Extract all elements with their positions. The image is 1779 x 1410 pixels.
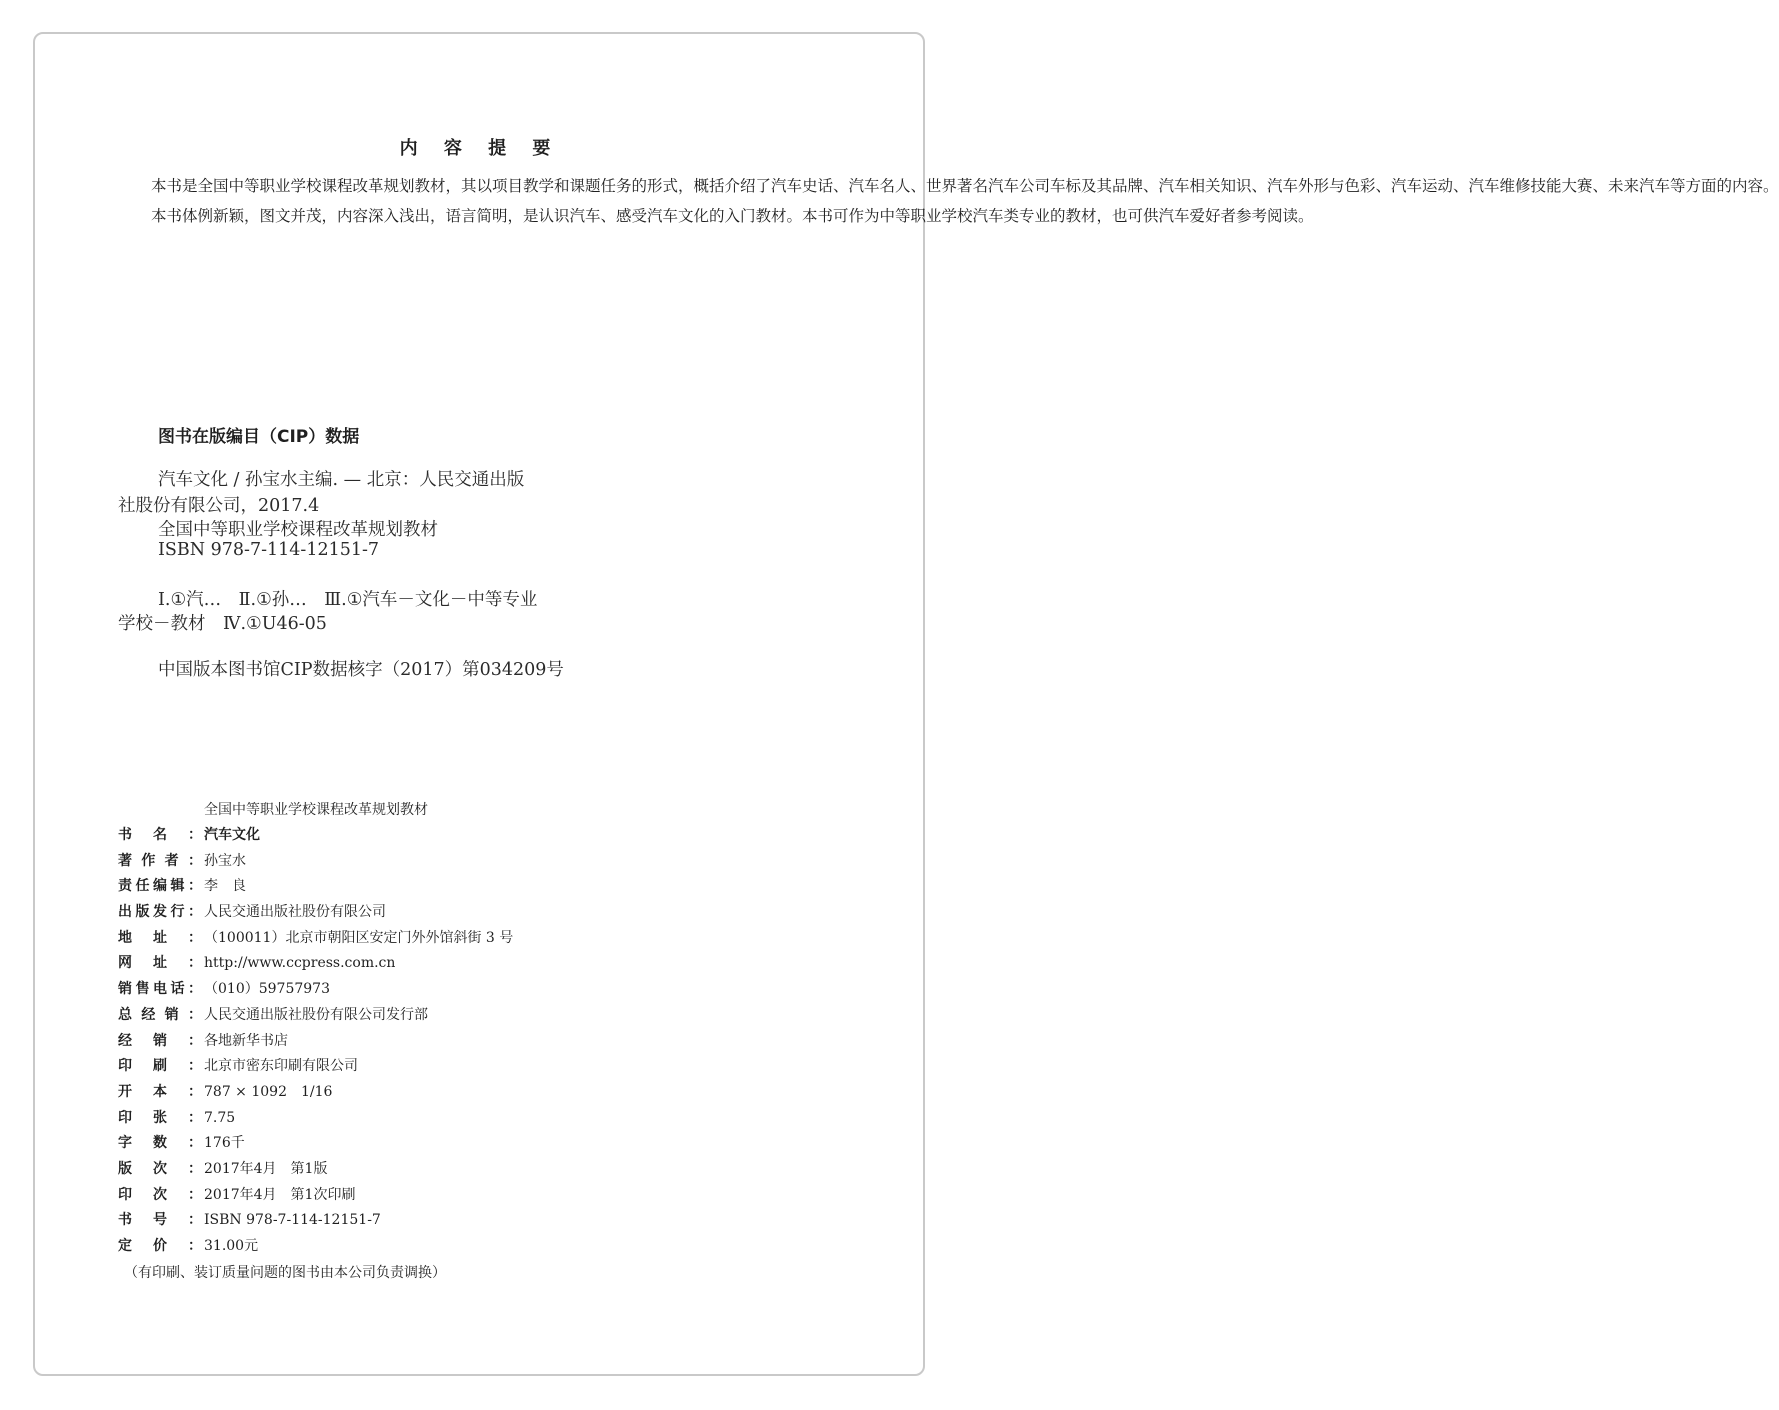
colophon-value: 176千 (204, 1135, 245, 1152)
summary-body (118, 172, 1779, 231)
colophon-label: 网 址 ： (118, 955, 202, 972)
cip-line: 全国中等职业学校课程改革规划教材 (158, 520, 438, 540)
colophon-row (118, 926, 898, 952)
series-name: 全国中等职业学校课程改革规划教材 (204, 802, 428, 818)
colophon-label: 书 号 ： (118, 1212, 202, 1229)
colophon-row (118, 1234, 898, 1260)
colophon-label: 出 版 发 行 ： (118, 904, 202, 921)
cip-line: 汽车文化 / 孙宝水主编. — 北京：人民交通出版 (158, 470, 525, 490)
colophon-row (118, 1080, 898, 1106)
colophon-label: 印 次 ： (118, 1186, 202, 1203)
cip-line: Ⅰ.①汽… Ⅱ.①孙… Ⅲ.①汽车－文化－中等专业 (158, 590, 538, 610)
cip-line: 社股份有限公司，2017.4 (118, 496, 320, 516)
colophon-value: 孙宝水 (204, 852, 246, 869)
summary-heading: 内 容 提 要 (399, 138, 561, 159)
colophon-label: 字 数 ： (118, 1135, 202, 1152)
cip-line: ISBN 978-7-114-12151-7 (158, 540, 380, 560)
colophon-label: 印 张 ： (118, 1109, 202, 1126)
cip-number: 中国版本图书馆CIP数据核字（2017）第034209号 (158, 660, 564, 680)
colophon-label: 定 价 ： (118, 1238, 202, 1254)
colophon-value: 31.00元 (204, 1238, 259, 1254)
colophon-value: 李 良 (204, 878, 246, 895)
colophon-row (118, 1054, 898, 1080)
cip-line: 学校－教材 Ⅳ.①U46-05 (118, 614, 327, 634)
colophon-label: 总 经 销 ： (118, 1006, 202, 1023)
colophon-label: 印 刷 ： (118, 1058, 202, 1075)
colophon-label: 销 售 电 话 ： (118, 981, 202, 998)
colophon-label: 书 名 ： (118, 827, 202, 843)
colophon (118, 797, 898, 1286)
colophon-value: 2017年4月 第1次印刷 (204, 1186, 356, 1203)
colophon-row (118, 1157, 898, 1183)
colophon-value: 人民交通出版社股份有限公司发行部 (204, 1006, 428, 1023)
colophon-row (118, 977, 898, 1003)
cip-title: 图书在版编目（CIP）数据 (158, 427, 360, 447)
colophon-row (118, 1029, 898, 1055)
colophon-value: 人民交通出版社股份有限公司 (204, 904, 386, 921)
colophon-label: 经 销 ： (118, 1032, 202, 1049)
colophon-value: 2017年4月 第1版 (204, 1160, 328, 1177)
colophon-label: 开 本 ： (118, 1083, 202, 1100)
colophon-label: 著 作 者 ： (118, 852, 202, 869)
colophon-row (118, 951, 898, 977)
colophon-value: 汽车文化 (204, 827, 260, 843)
summary-paragraph: 本书体例新颖，图文并茂，内容深入浅出，语言简明，是认识汽车、感受汽车文化的入门教材。本书可作为中等职业学校汽车类专业的教材，也可供汽车爱好者参考阅读。 (151, 206, 1314, 225)
colophon-value: （010）59757973 (204, 981, 330, 998)
colophon-row (118, 1003, 898, 1029)
colophon-value: 7.75 (204, 1109, 236, 1126)
colophon-row (118, 874, 898, 900)
colophon-value: 北京市密东印刷有限公司 (204, 1058, 358, 1075)
colophon-row (118, 1208, 898, 1234)
summary-paragraph: 本书是全国中等职业学校课程改革规划教材，其以项目教学和课题任务的形式，概括介绍了汽车史话、汽车名人、世界著名汽车公司车标及其品牌、汽车相关知识、汽车外形与色彩、汽车运动、汽车维修技能大赛、未来汽车等方面的内容。 (151, 177, 1779, 195)
quality-notice: （有印刷、装订质量问题的图书由本公司负责调换） (124, 1264, 446, 1281)
colophon-row (118, 1106, 898, 1132)
colophon-value: ISBN 978-7-114-12151-7 (204, 1212, 381, 1229)
colophon-row (118, 1131, 898, 1157)
colophon-row (118, 823, 898, 849)
colophon-label: 地 址 ： (118, 929, 202, 946)
colophon-row (118, 900, 898, 926)
colophon-value: 各地新华书店 (204, 1032, 288, 1049)
colophon-row (118, 1183, 898, 1209)
colophon-value: （100011）北京市朝阳区安定门外外馆斜街 3 号 (204, 929, 514, 946)
colophon-value: 787 × 1092 1/16 (204, 1083, 333, 1100)
colophon-label: 版 次 ： (118, 1160, 202, 1177)
colophon-value: http://www.ccpress.com.cn (204, 955, 396, 972)
colophon-label: 责 任 编 辑 ： (118, 878, 202, 895)
colophon-row (118, 849, 898, 875)
